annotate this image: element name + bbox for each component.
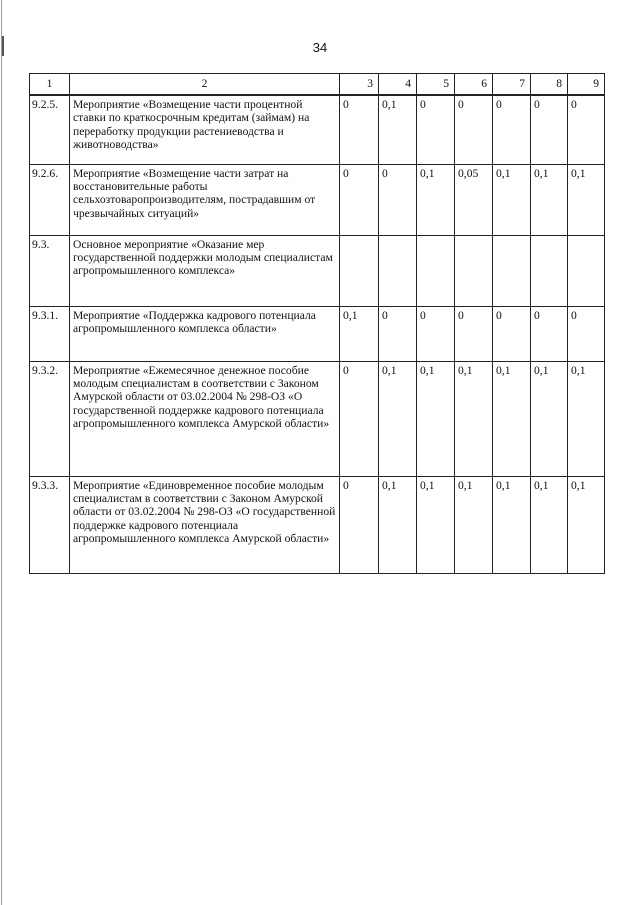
column-header-8: 8 [531,74,568,96]
table-row [30,235,605,306]
value-cell: 0,1 [568,361,605,476]
value-cell: 0 [493,306,531,361]
value-cell [379,235,417,306]
value-cell: 0 [568,95,605,164]
column-header-7: 7 [493,74,531,96]
value-cell: 0,1 [568,164,605,235]
row-description: Мероприятие «Возмещение части затрат на восстановительные работы сельхозтоваропроизводителям, пострадавшим от чрезвычайных ситуаций» [70,164,340,235]
value-cell [417,235,455,306]
row-description: Основное мероприятие «Оказание мер государственной поддержки молодым специалистам агропромышленного комплекса» [70,235,340,306]
program-table [29,73,605,574]
value-cell [493,235,531,306]
value-cell: 0,1 [417,361,455,476]
value-cell: 0,1 [340,306,379,361]
column-header-2: 2 [70,74,340,96]
column-header-9: 9 [568,74,605,96]
value-cell: 0 [340,95,379,164]
value-cell: 0,1 [531,361,568,476]
column-header-3: 3 [340,74,379,96]
value-cell: 0,1 [493,361,531,476]
value-cell: 0 [568,306,605,361]
value-cell [568,235,605,306]
table-row [30,476,605,573]
column-header-5: 5 [417,74,455,96]
value-cell: 0,1 [493,164,531,235]
row-description: Мероприятие «Единовременное пособие молодым специалистам в соответствии с Законом Амурской области от 03.02.2004 № 298-ОЗ «О государственной поддержке кадрового потенциала агропромышленного комплекса Амурской области» [70,476,340,573]
value-cell: 0,1 [379,476,417,573]
value-cell: 0 [531,95,568,164]
row-description: Мероприятие «Ежемесячное денежное пособие молодым специалистам в соответствии с Законом Амурской области от 03.02.2004 № 298-ОЗ «О государственной поддержке кадрового потенциала агропромышленного комплекса Амурской области» [70,361,340,476]
value-cell: 0,1 [379,95,417,164]
value-cell: 0,1 [455,476,493,573]
value-cell: 0 [531,306,568,361]
value-cell: 0,1 [417,164,455,235]
row-code: 9.3.2. [30,361,70,476]
row-code: 9.2.6. [30,164,70,235]
value-cell: 0 [455,95,493,164]
value-cell: 0,1 [531,476,568,573]
column-header-1: 1 [30,74,70,96]
value-cell: 0 [493,95,531,164]
table-row [30,361,605,476]
table-row [30,95,605,164]
value-cell: 0 [379,306,417,361]
value-cell: 0,1 [568,476,605,573]
value-cell: 0,1 [455,361,493,476]
value-cell: 0 [379,164,417,235]
scan-edge [1,0,2,905]
row-code: 9.2.5. [30,95,70,164]
table-row [30,164,605,235]
value-cell: 0,1 [531,164,568,235]
value-cell: 0,1 [379,361,417,476]
table-row [30,306,605,361]
value-cell [455,235,493,306]
header-row [30,74,605,96]
column-header-6: 6 [455,74,493,96]
row-code: 9.3.3. [30,476,70,573]
row-description: Мероприятие «Возмещение части процентной ставки по краткосрочным кредитам (займам) на переработку продукции растениеводства и животноводства» [70,95,340,164]
value-cell: 0 [417,306,455,361]
value-cell: 0,1 [493,476,531,573]
value-cell: 0,05 [455,164,493,235]
row-description: Мероприятие «Поддержка кадрового потенциала агропромышленного комплекса области» [70,306,340,361]
row-code: 9.3.1. [30,306,70,361]
value-cell [531,235,568,306]
value-cell: 0 [455,306,493,361]
value-cell: 0 [340,476,379,573]
value-cell [340,235,379,306]
column-header-4: 4 [379,74,417,96]
value-cell: 0 [340,164,379,235]
value-cell: 0 [417,95,455,164]
value-cell: 0 [340,361,379,476]
page-number: 34 [312,40,328,55]
row-code: 9.3. [30,235,70,306]
value-cell: 0,1 [417,476,455,573]
